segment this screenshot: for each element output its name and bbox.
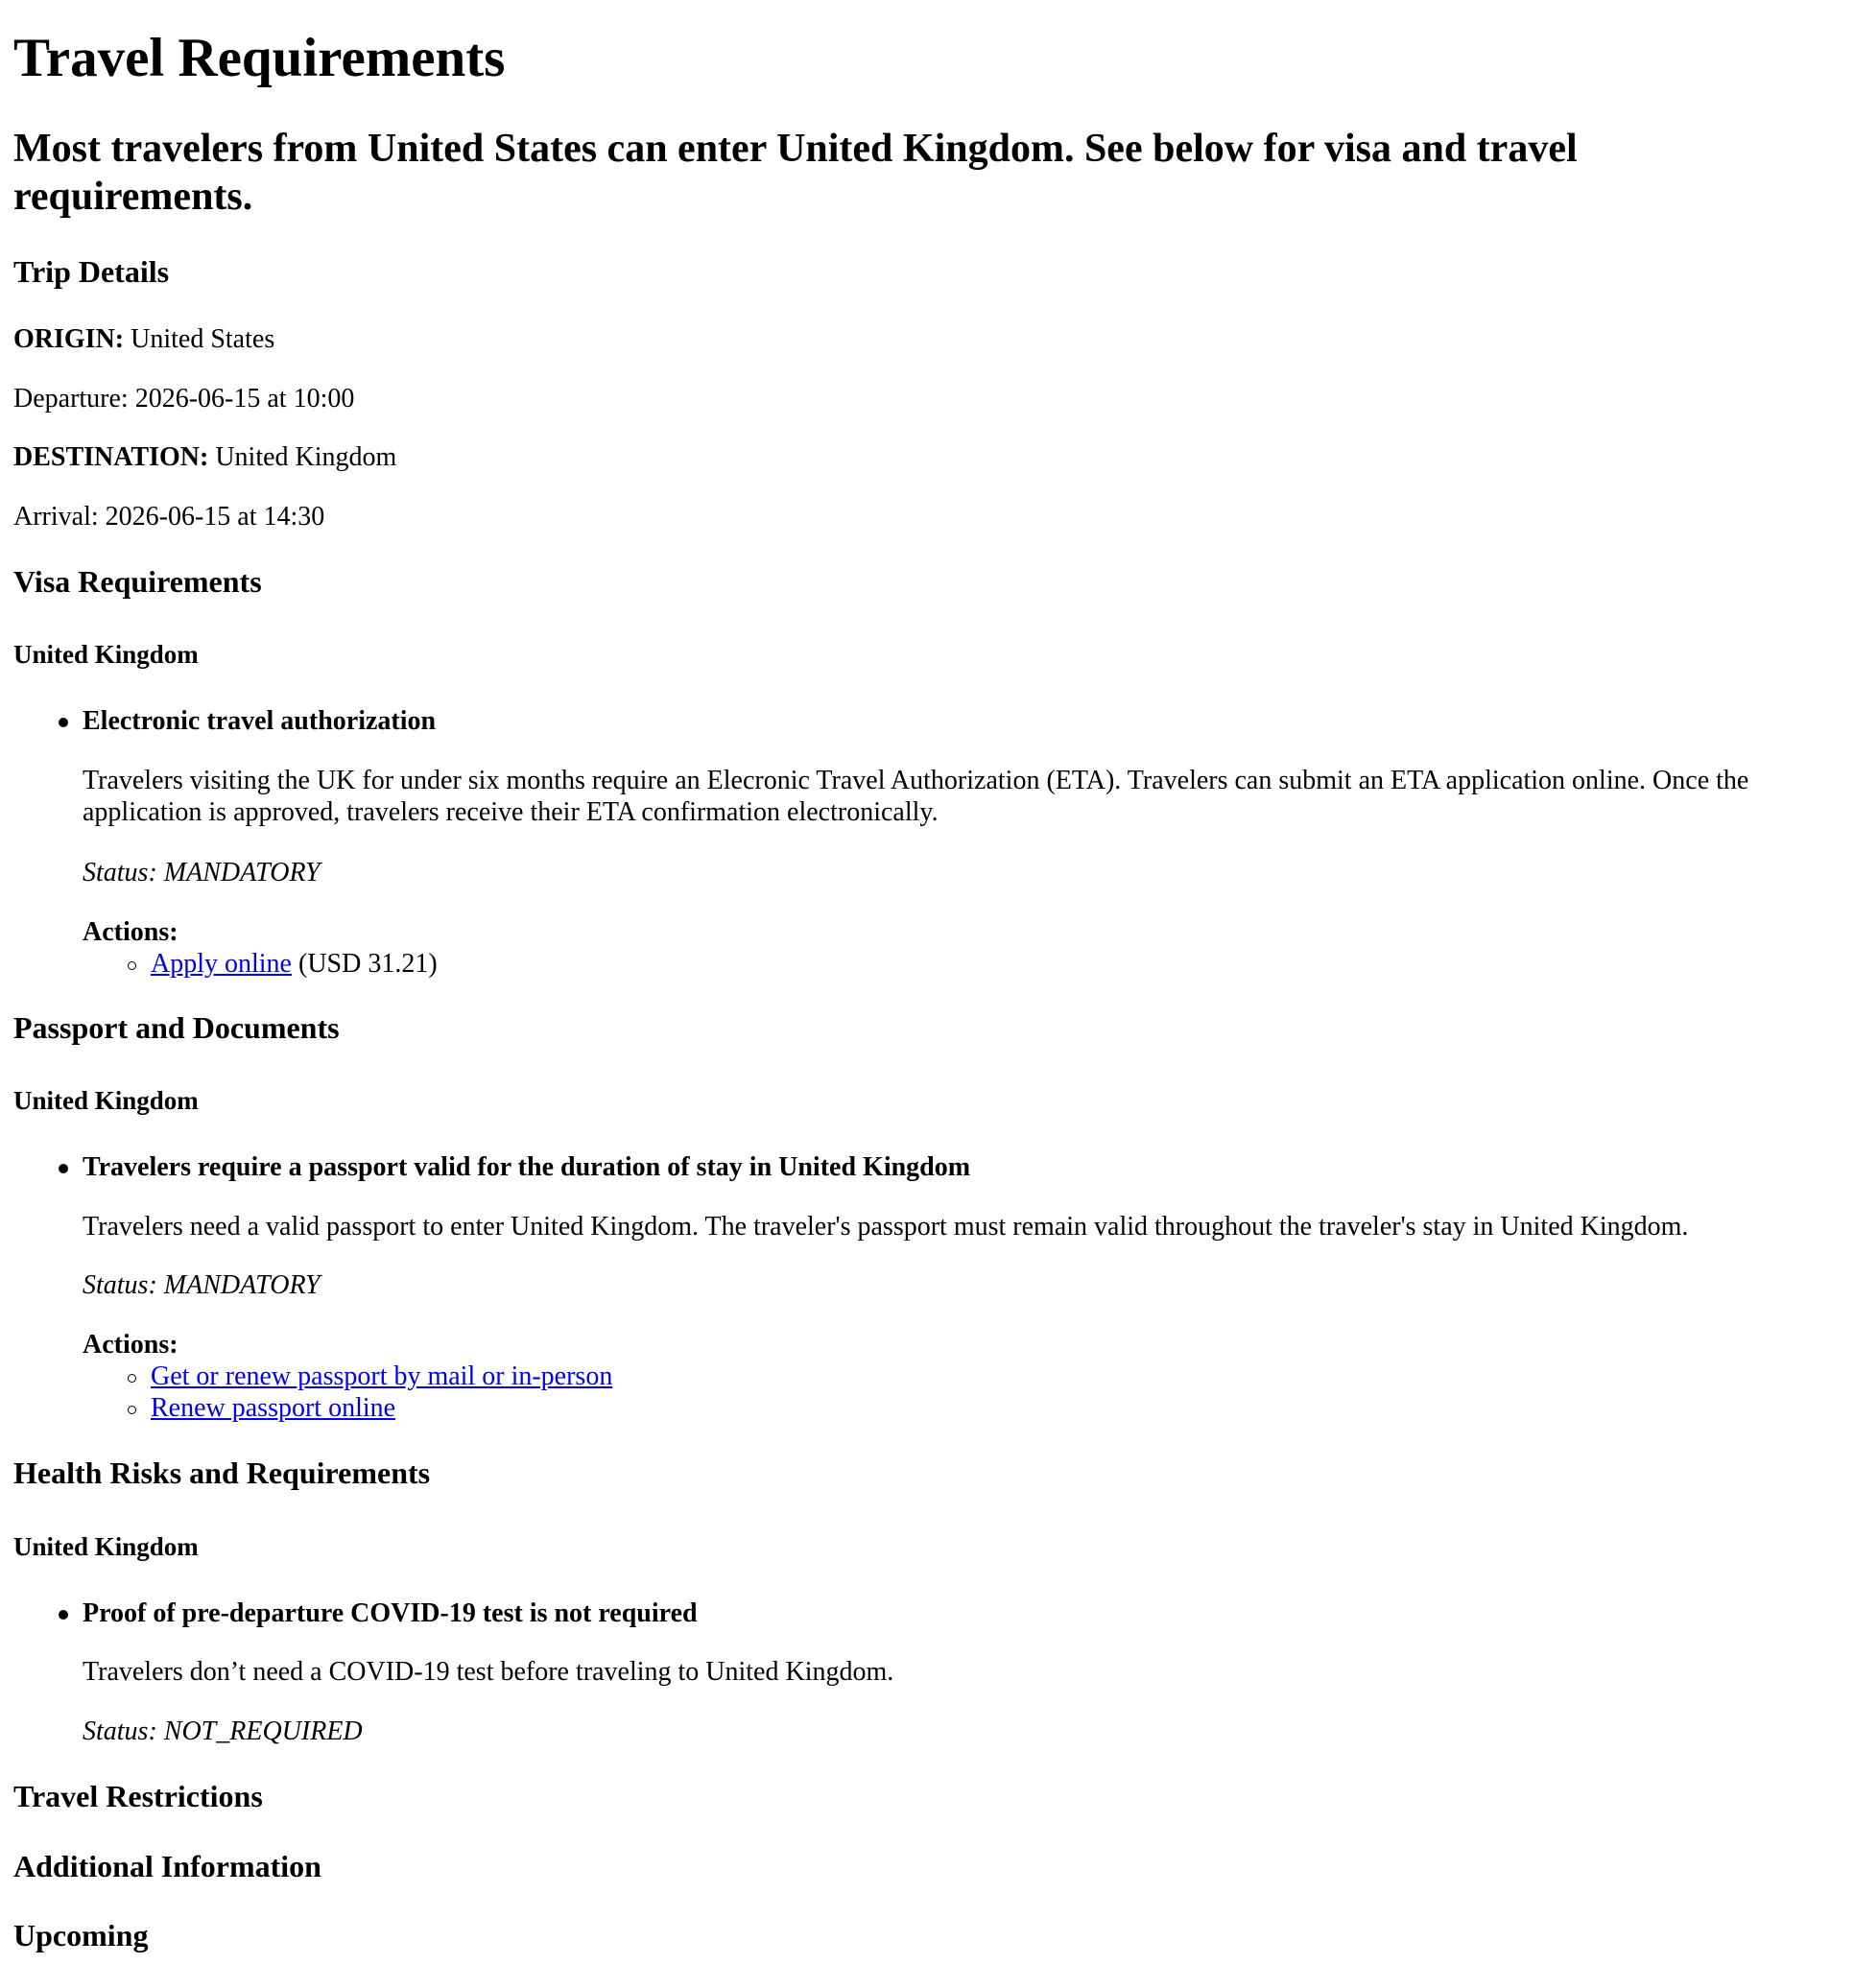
passport-country: United Kingdom: [13, 1086, 199, 1115]
destination-line: [13, 441, 396, 474]
passport-actions-label: Actions:: [83, 1330, 178, 1360]
arrival-line: Arrival: 2026-06-15 at 14:30: [13, 502, 325, 532]
page-summary: Most travelers from United States can enter United Kingdom. See below for visa and travel requirements.: [13, 127, 1578, 219]
passport-action-item-1: [151, 1361, 612, 1393]
trip-details-heading: Trip Details: [13, 254, 170, 289]
apply-online-link[interactable]: Apply online: [151, 949, 292, 979]
passport-action-bullet-1: [128, 1374, 136, 1383]
additional-information-heading: Additional Information: [13, 1849, 321, 1883]
passport-item-status: Status: MANDATORY: [83, 1270, 321, 1300]
visa-action-bullet: [128, 961, 136, 970]
passport-item-title: Travelers require a passport valid for the duration of stay in United Kingdom: [83, 1152, 971, 1182]
origin-line: [13, 323, 274, 356]
get-or-renew-passport-link[interactable]: Get or renew passport by mail or in-person: [151, 1361, 613, 1391]
health-item-description: Travelers don’t need a COVID-19 test before traveling to United Kingdom.: [83, 1657, 894, 1687]
health-item-status: Status: NOT_REQUIRED: [83, 1716, 363, 1746]
visa-item-description: Travelers visiting the UK for under six months require an Elecronic Travel Authorization (ETA). Travelers can submit an ETA application online. Once the application is approved, travelers receive their ETA confirmation electronically.: [83, 766, 1749, 827]
visa-item-status: Status: MANDATORY: [83, 858, 321, 888]
visa-heading: Visa Requirements: [13, 564, 262, 599]
origin-value: United States: [131, 324, 275, 354]
visa-country: United Kingdom: [13, 640, 199, 669]
visa-action-item: [151, 948, 438, 981]
passport-item-bullet: [59, 1164, 68, 1173]
travel-restrictions-heading: Travel Restrictions: [13, 1779, 263, 1813]
health-heading: Health Risks and Requirements: [13, 1456, 431, 1490]
apply-online-fee: (USD 31.21): [292, 949, 438, 979]
visa-actions-label: Actions:: [83, 917, 178, 947]
destination-value: United Kingdom: [215, 442, 397, 472]
origin-label: ORIGIN:: [13, 324, 125, 354]
passport-action-bullet-2: [128, 1406, 136, 1414]
health-item-bullet: [59, 1610, 68, 1620]
visa-item-title: Electronic travel authorization: [83, 706, 437, 736]
page-title: Travel Requirements: [13, 28, 506, 88]
passport-heading: Passport and Documents: [13, 1010, 340, 1045]
departure-line: Departure: 2026-06-15 at 10:00: [13, 384, 355, 414]
destination-label: DESTINATION:: [13, 442, 209, 472]
passport-action-item-2: [151, 1392, 395, 1425]
visa-item-bullet: [59, 718, 68, 727]
renew-passport-online-link[interactable]: Renew passport online: [151, 1393, 396, 1423]
health-item-title: Proof of pre-departure COVID-19 test is not required: [83, 1598, 698, 1628]
health-country: United Kingdom: [13, 1532, 199, 1561]
passport-item-description: Travelers need a valid passport to enter United Kingdom. The traveler's passport must remain valid throughout the traveler's stay in United Kingdom.: [83, 1212, 1689, 1242]
upcoming-heading: Upcoming: [13, 1918, 149, 1952]
